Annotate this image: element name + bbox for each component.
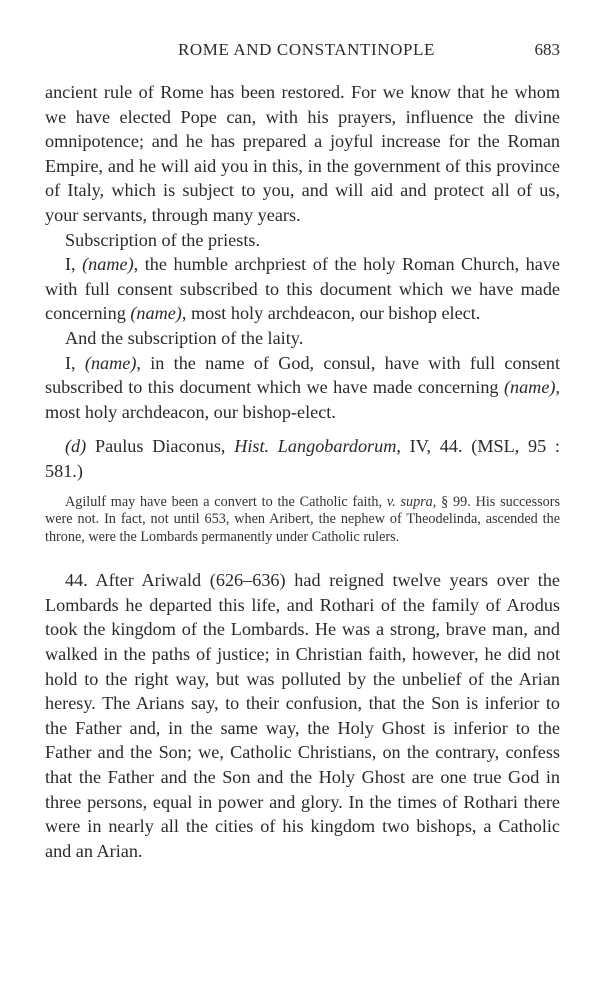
name-placeholder: (name) [84,352,137,373]
source-author: Paulus Diaconus, [86,436,235,457]
laity-subscription [45,351,560,425]
source-work: Hist. Langobardorum [234,436,397,457]
text: , in the name of God, consul, have with full consent subscribed to this document which we have made concerning [45,352,560,398]
continued-paragraph: ancient rule of Rome has been restored. For we know that he whom we have elected Pope can, with his prayers, influence the divine omnipotence; and he has prepared a joyful increase for the Roman Empire, and he will aid you in this, in the government of this province of Italy, which is subject to you, and will aid and protect all of us, your servants, through many years. [45,82,560,225]
text: , most holy archdeacon, our bishop-elect. [45,377,560,422]
source-citation [45,434,560,483]
name-placeholder: (name) [130,303,182,324]
priests-subscription [45,252,560,326]
text: I, [65,352,85,373]
page-header [45,38,560,62]
cross-reference: v. supra [386,493,433,510]
text: , § 99. His successors were not. In fact, not until 653, when Aribert, the nephew of Theodelinda, ascended the throne, were the Lombards permanently under Catholic rulers. [45,493,560,545]
section-44: 44. After Ariwald (626–636) had reigned twelve years over the Lombards he departed this life, and Rothari of the family of Arodus took the kingdom of the Lombards. He was a strong, brave man, and walked in the paths of justice; in Christian faith, however, he did not hold to the right way, but was polluted by the unbelief of the Arian heresy. The Arians say, to their confusion, that the Son is inferior to the Father and, in the same way, the Holy Ghost is inferior to the Father and the Son; we, Catholic Christians, on the contrary, confess that the Father and the Son and the Holy Ghost are one true God in three persons, equal in power and glory. In the times of Rothari there were in nearly all the cities of his kingdom two bishops, a Catholic and an Arian. [45,570,560,861]
page-body [45,80,560,863]
source-label: (d) [65,436,87,457]
laity-heading: And the subscription of the laity. [65,327,304,348]
text: Agilulf may have been a convert to the Catholic faith, [65,493,387,510]
running-title: ROME AND CONSTANTINOPLE [177,40,436,59]
text: I, [65,254,83,275]
editor-note [45,494,560,547]
text: , the humble archpriest of the holy Roman Church, have with full consent subscribed to this document which we have made concerning [45,254,560,324]
name-placeholder: (name) [503,377,556,398]
page-number: 683 [534,40,560,59]
name-placeholder: (name) [82,254,134,275]
text: , most holy archdeacon, our bishop elect. [181,303,481,324]
priests-heading: Subscription of the priests. [65,229,260,250]
source-ref: , IV, 44. (MSL, 95 : 581.) [45,436,560,481]
